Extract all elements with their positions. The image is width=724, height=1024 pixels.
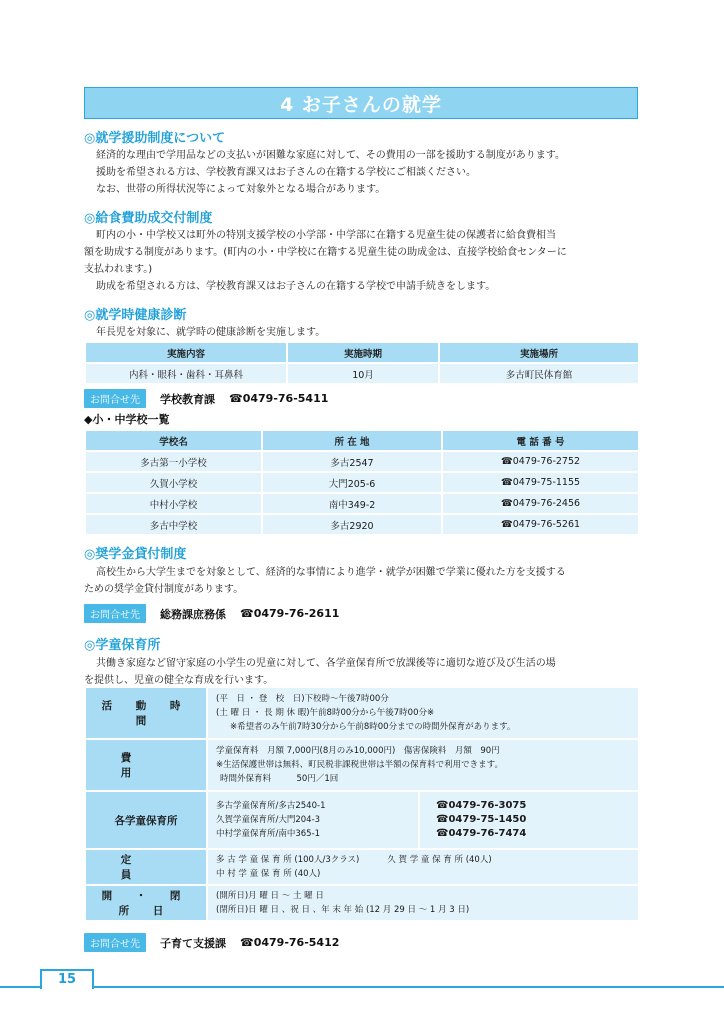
meal-line-3: 支払われます。)	[84, 264, 153, 275]
aid-heading: ◎就学援助制度について	[84, 131, 226, 146]
contact-dept: 総務課庶務係	[160, 607, 226, 621]
fee-line-3: 時間外保育料 50円／1回	[220, 774, 339, 784]
school-phone[interactable]: ☎0479-76-2456	[443, 494, 638, 513]
days-cell	[208, 886, 638, 920]
schools-header-phone: 電 話 番 号	[443, 431, 638, 450]
table-row	[86, 473, 638, 492]
schools-table	[84, 429, 640, 536]
scholarship-contact	[84, 604, 339, 623]
center-phone[interactable]: ☎0479-76-3075	[436, 800, 527, 811]
school-name: 多古第一小学校	[86, 452, 261, 471]
table-row	[86, 886, 638, 920]
meal-heading: ◎給食費助成交付制度	[84, 211, 213, 226]
footer-rule	[0, 986, 724, 988]
schools-header-address: 所 在 地	[263, 431, 441, 450]
contact-phone[interactable]: ☎0479-76-5411	[229, 392, 329, 405]
contact-phone[interactable]: ☎0479-76-2611	[240, 607, 340, 620]
meal-line-1: 町内の小・中学校又は町外の特別支援学校の小学部・中学部に在籍する児童生徒の保護者に給食費相当	[96, 230, 556, 241]
centers-phones	[420, 792, 638, 848]
health-header-period: 実施時期	[288, 343, 438, 362]
meal-line-4: 助成を希望される方は、学校教育課又はお子さんの在籍する学校で申請手続きをします。	[96, 281, 496, 292]
table-row	[86, 688, 638, 738]
table-row	[86, 452, 638, 471]
afterschool-line-1: 共働き家庭など留守家庭の小学生の児童に対して、各学童保育所で放課後等に適切な遊び及び生活の場	[96, 658, 556, 669]
aid-line-2: 援助を希望される方は、学校教育課又はお子さんの在籍する学校にご相談ください。	[96, 167, 476, 178]
afterschool-text	[84, 655, 644, 689]
days-label: 開 ・ 閉 所 日	[86, 886, 206, 920]
fee-line-1: 学童保育料 月額 7,000円(8月のみ10,000円) 傷害保険料 月額 90円	[216, 746, 500, 756]
contact-dept: 学校教育課	[160, 392, 215, 406]
health-text	[84, 324, 644, 341]
capacity-line-2: 中 村 学 童 保 育 所 (40人)	[216, 869, 321, 879]
fee-cell	[208, 740, 638, 790]
page-title: 4 お子さんの就学	[84, 87, 638, 119]
hours-line-1: (平 日 ・ 登 校 日)下校時～午後7時00分	[216, 694, 389, 704]
centers-label: 各学童保育所	[86, 792, 206, 848]
health-contact	[84, 389, 328, 408]
health-line: 年長児を対象に、就学時の健康診断を実施します。	[96, 327, 326, 338]
center-name: 中村学童保育所/南中365-1	[216, 829, 321, 839]
contact-tag: お問合せ先	[84, 604, 146, 623]
scholarship-heading: ◎奨学金貸付制度	[84, 547, 187, 562]
school-address: 多古2920	[263, 515, 441, 534]
school-phone[interactable]: ☎0479-75-1155	[443, 473, 638, 492]
capacity-label: 定 員	[86, 850, 206, 884]
schools-heading: ◆小・中学校一覧	[84, 413, 170, 426]
center-phone[interactable]: ☎0479-75-1450	[436, 814, 527, 825]
scholarship-text	[84, 564, 644, 598]
school-address: 多古2547	[263, 452, 441, 471]
center-name: 多古学童保育所/多古2540-1	[216, 801, 326, 811]
capacity-cell	[208, 850, 638, 884]
hours-line-2: (土 曜 日 ・ 長 期 休 暇)午前8時00分から午後7時00分※	[216, 708, 435, 718]
school-phone[interactable]: ☎0479-76-5261	[443, 515, 638, 534]
center-name: 久賀学童保育所/大門204-3	[216, 815, 321, 825]
afterschool-contact	[84, 933, 339, 952]
hours-cell	[208, 688, 638, 738]
hours-line-3: ※希望者のみ午前7時30分から午前8時00分までの時間外保育があります。	[230, 722, 516, 732]
health-table	[84, 341, 640, 385]
contact-phone[interactable]: ☎0479-76-5412	[240, 936, 340, 949]
schools-header-name: 学校名	[86, 431, 261, 450]
capacity-line-1: 多 古 学 童 保 育 所 (100人/3クラス) 久 賀 学 童 保 育 所 (40人)	[216, 855, 492, 865]
afterschool-heading: ◎学童保育所	[84, 638, 161, 653]
centers-names	[208, 792, 418, 848]
school-address: 大門205-6	[263, 473, 441, 492]
school-phone[interactable]: ☎0479-76-2752	[443, 452, 638, 471]
school-name: 久賀小学校	[86, 473, 261, 492]
afterschool-table	[84, 686, 640, 922]
health-cell-place: 多古町民体育館	[440, 364, 638, 383]
aid-line-3: なお、世帯の所得状況等によって対象外となる場合があります。	[96, 184, 386, 195]
hours-label: 活 動 時 間	[86, 688, 206, 738]
aid-text	[84, 147, 644, 198]
meal-line-2: 額を助成する制度があります。(町内の小・中学校に在籍する児童生徒の助成金は、直接学校給食センターに	[84, 247, 567, 258]
table-row	[86, 850, 638, 884]
fee-label: 費 用	[86, 740, 206, 790]
scholarship-line-1: 高校生から大学生までを対象として、経済的な事情により進学・就学が困難で学業に優れた方を支援する	[96, 567, 566, 578]
health-heading: ◎就学時健康診断	[84, 308, 187, 323]
school-name: 多古中学校	[86, 515, 261, 534]
fee-line-2: ※生活保護世帯は無料、町民税非課税世帯は半額の保育料で利用できます。	[216, 760, 503, 770]
school-name: 中村小学校	[86, 494, 261, 513]
aid-line-1: 経済的な理由で学用品などの支払いが困難な家庭に対して、その費用の一部を援助する制度があります。	[96, 150, 565, 161]
health-header-place: 実施場所	[440, 343, 638, 362]
health-cell-content: 内科・眼科・歯科・耳鼻科	[86, 364, 286, 383]
table-row	[86, 740, 638, 790]
center-phone[interactable]: ☎0479-76-7474	[436, 828, 527, 839]
scholarship-line-2: ための奨学金貸付制度があります。	[84, 584, 244, 595]
health-cell-period: 10月	[288, 364, 438, 383]
contact-tag: お問合せ先	[84, 389, 146, 408]
table-row	[86, 515, 638, 534]
table-row	[86, 494, 638, 513]
contact-dept: 子育て支援課	[160, 936, 226, 950]
page-number: 15	[40, 969, 94, 989]
table-row	[86, 792, 638, 848]
days-line-1: (開所日)月 曜 日 ～ 土 曜 日	[216, 891, 324, 901]
days-line-2: (閉所日)日 曜 日 、祝 日 、年 末 年 始 (12 月 29 日 ～ 1 月 3 日)	[216, 905, 470, 915]
health-header-content: 実施内容	[86, 343, 286, 362]
school-address: 南中349-2	[263, 494, 441, 513]
contact-tag: お問合せ先	[84, 933, 146, 952]
afterschool-line-2: を提供し、児童の健全な育成を行います。	[84, 675, 274, 686]
meal-text	[84, 227, 644, 295]
